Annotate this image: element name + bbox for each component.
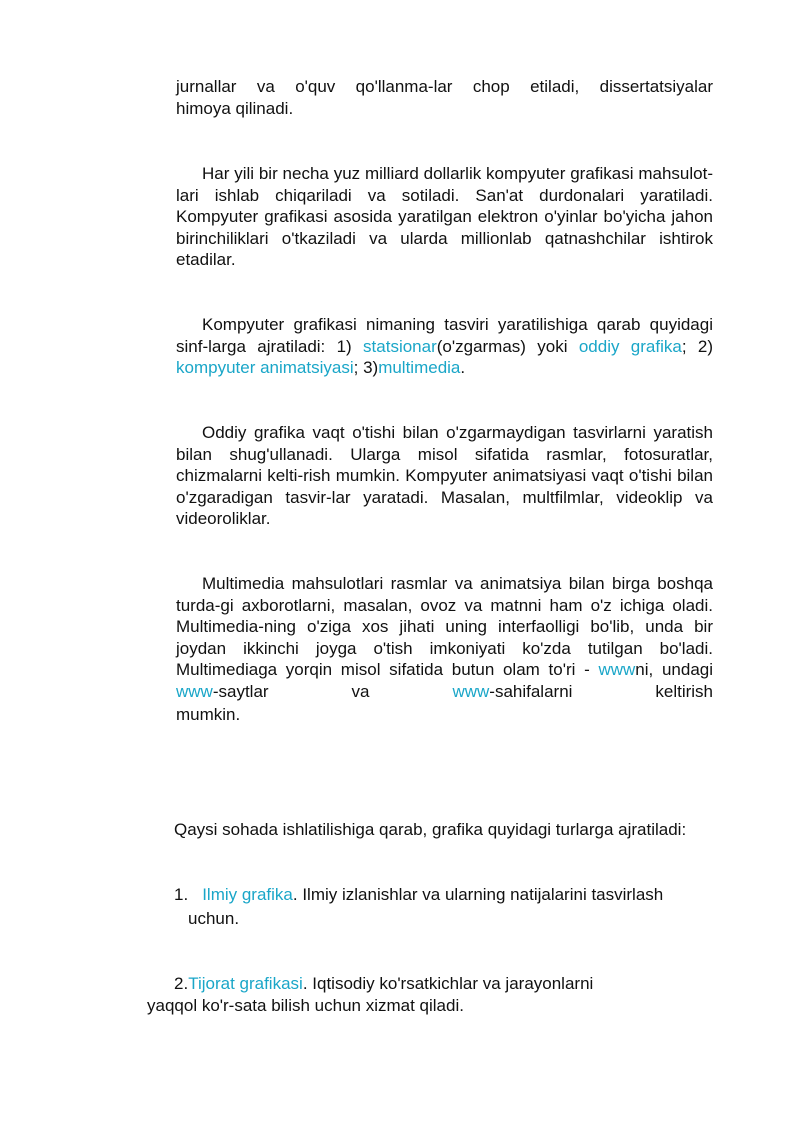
link-oddiy-grafika[interactable]: oddiy grafika [578, 336, 682, 356]
link-www-2[interactable]: www [176, 681, 213, 701]
paragraph-3-text-3: ; 2) [681, 336, 714, 356]
paragraph-3 [176, 314, 713, 379]
paragraph-2: Har yili bir necha yuz milliard dollarlik kompyuter grafikasi mahsulot-lari ishlab chiqariladi va sotiladi. San'at durdonalari yaratiladi. Kompyuter grafikasi asosida yaratilgan elektron o'yinlar bo'yicha jahon birinchiliklari o'tkaziladi va ularda millionlab qatnashchilar ishtirok etadilar. [176, 164, 713, 270]
list-item-1-number: 1. [174, 885, 189, 904]
link-www-1[interactable]: www [598, 660, 636, 680]
paragraph-5-text-4: -sahifalarni keltirish [489, 681, 714, 701]
paragraph-5-text-2: ni, undagi [635, 660, 714, 680]
list-item-2-number: 2. [174, 974, 189, 993]
list-item-1-line-1 [174, 884, 663, 906]
paragraph-4: Oddiy grafika vaqt o'tishi bilan o'zgarmaydigan tasvirlarni yaratish bilan shug'ullanadi. Ulargа misol sifatida rasmlar, fotosuratlar, chizmalarni kelti-rish mumkin. Kompyuter animatsiyasi vaqt o'tishi bilan o'zgaradigan tasvir-lar yaratadi. Masalan, multfilmlar, videoklip va videoroliklar. [176, 423, 713, 529]
list-item-1-line-2: uchun. [188, 909, 240, 928]
link-multimedia[interactable]: multimedia [378, 358, 461, 378]
paragraph-5-text-1: Multimedia mahsulotlari rasmlar va animatsiya bilan birga boshqa turda-gi axborotlarni, masalan, ovoz va matnni ham o'z ichiga oladi. Multimedia-ning o'ziga xos jihati uning interfaolligi bo'lib, unda bir joydan ikkinchi joyga o'tish imkoniyati ko'zda tutilgan bo'ladi. Multimediaga yorqin misol sifatida butun olam to'ri - [176, 574, 713, 680]
paragraph-3-text-2: (o'zgarmas) yoki [436, 336, 579, 356]
paragraph-5-body [176, 573, 713, 703]
list-item-2-line-2: yaqqol ko'r-sata bilish uchun xizmat qiladi. [147, 996, 464, 1015]
link-statsionar[interactable]: statsionar [363, 336, 437, 356]
list-item-1-text: . Ilmiy izlanishlar va ularning natijalarini tasvirlash [292, 885, 664, 904]
paragraph-3-text-4: ; 3) [353, 358, 379, 378]
paragraph-3-text-5: . [460, 358, 466, 378]
link-kompyuter-animatsiyasi[interactable]: kompyuter animatsiyasi [176, 358, 354, 378]
paragraph-1-line-1: jurnallar va o'quv qo'llanma-lar chop etiladi, dissertatsiyalar [176, 77, 713, 96]
paragraph-1-line-2: himoya qilinadi. [176, 99, 294, 118]
paragraph-5-last-line: mumkin. [176, 705, 241, 724]
link-www-3[interactable]: www [452, 681, 490, 701]
paragraph-3-text-1: Kompyuter grafikasi nimaning tasviri yaratilishiga qarab quyidagi sinf-larga ajratiladi: 1) [176, 315, 713, 356]
link-ilmiy-grafika[interactable]: Ilmiy grafika [202, 885, 293, 904]
list-intro: Qaysi sohada ishlatilishiga qarab, grafika quyidagi turlarga ajratiladi: [174, 820, 687, 839]
link-tijorat-grafikasi[interactable]: Tijorat grafikasi [188, 974, 303, 993]
paragraph-5-text-3: -saytlar va [212, 681, 453, 701]
list-item-2-text: . Iqtisodiy ko'rsatkichlar va jarayonlarni [302, 974, 594, 993]
list-item-2-line-1 [174, 973, 593, 995]
